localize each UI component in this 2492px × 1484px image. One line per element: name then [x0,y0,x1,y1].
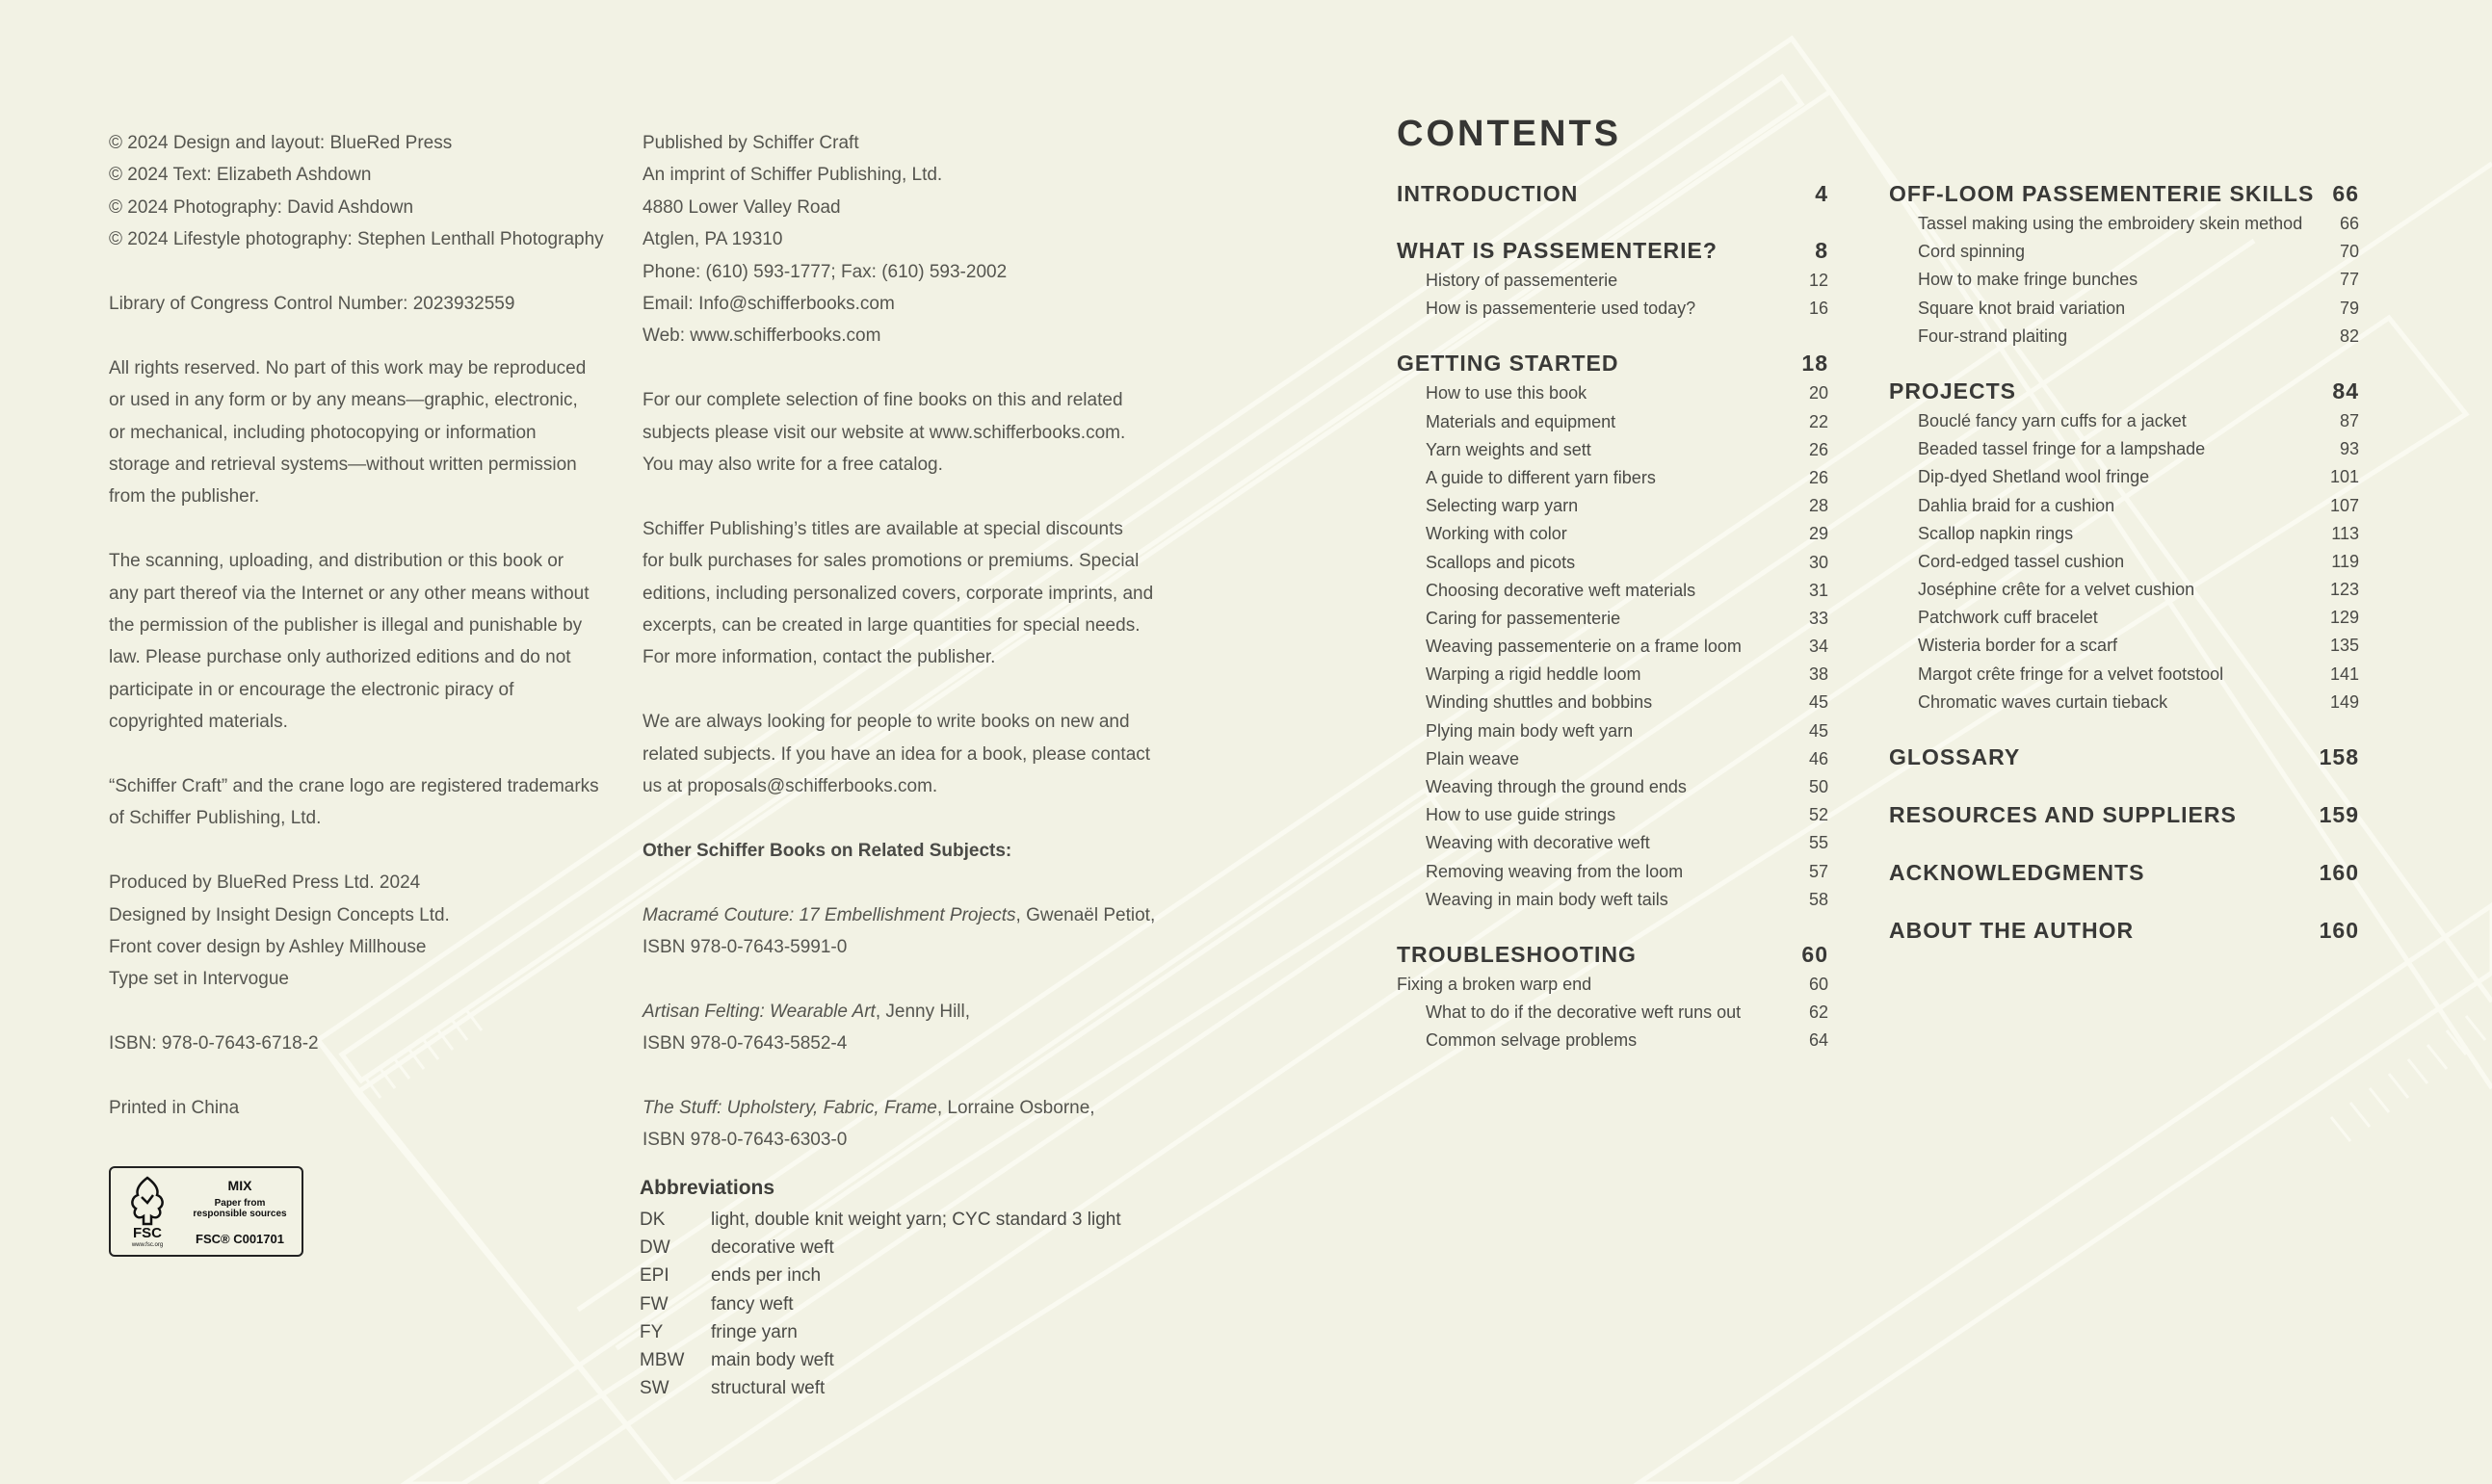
toc-entry-row [1397,408,1828,436]
toc-entry-row [1889,238,2359,266]
toc-entry-row [1889,463,2359,491]
toc-entry-label: How is passementerie used today? [1426,299,1696,319]
toc-entry-page: 107 [2329,495,2359,515]
publisher-column [643,127,1182,1157]
toc-entry-label: Weaving through the ground ends [1426,777,1687,796]
imprint-line: related subjects. If you have an idea for a book, please contact [643,743,1151,765]
abbreviation-row [640,1262,1121,1289]
toc-entry-row [1397,379,1828,407]
imprint-line: 4880 Lower Valley Road [643,196,841,218]
toc-entry-page: 135 [2329,636,2359,656]
imprint-line: An imprint of Schiffer Publishing, Ltd. [643,165,943,186]
toc-entry-row [1397,745,1828,773]
imprint-line: law. Please purchase only authorized editions and do not [109,647,571,668]
toc-entry-label: Weaving in main body weft tails [1426,889,1668,909]
abbreviations-title: Abbreviations [640,1177,775,1199]
toc-entry-page: 93 [2339,439,2359,459]
imprint-line: Library of Congress Control Number: 2023932559 [109,294,515,315]
toc-section-row [1889,916,2359,945]
toc-entry-label: History of passementerie [1426,271,1618,290]
paragraph-gap [643,963,1182,995]
related-book-isbn: ISBN 978-0-7643-5991-0 [643,937,848,958]
toc-section-page: 18 [1801,351,1828,377]
related-book-title: Macramé Couture: 17 Embellishment Projects [643,904,1016,925]
imprint-line: of Schiffer Publishing, Ltd. [109,808,322,829]
toc-entry-label: Wisteria border for a scarf [1918,636,2118,656]
toc-entry-row [1397,464,1828,492]
toc-entry-page: 26 [1808,467,1828,487]
related-book-author: , Lorraine Osborne, [936,1098,1095,1119]
toc-entry-label: Scallop napkin rings [1918,523,2074,543]
related-book-isbn: ISBN 978-0-7643-5852-4 [643,1033,848,1054]
toc-entry-page: 31 [1808,580,1828,600]
section-gap [1889,716,2359,742]
toc-entry-page: 77 [2339,270,2359,290]
toc-entry-row [1397,829,1828,857]
abbreviation-value: main body weft [711,1349,834,1370]
abbreviation-value: fringe yarn [711,1321,798,1342]
toc-entry-row [1397,605,1828,633]
toc-entry-page: 46 [1808,748,1828,768]
toc-section-page: 60 [1801,941,1828,967]
imprint-line: Web: www.schifferbooks.com [643,325,881,347]
toc-entry-page: 64 [1808,1030,1828,1051]
toc-entry-row [1889,210,2359,238]
abbreviation-value: ends per inch [711,1265,822,1287]
toc-section-row [1397,236,1828,265]
toc-entry-row [1397,689,1828,716]
toc-section-row [1889,179,2359,208]
toc-entry-row [1889,604,2359,632]
section-gap [1397,210,1828,236]
imprint-line: We are always looking for people to write books on new and [643,712,1130,733]
toc-section-page: 160 [2319,860,2359,885]
imprint-line: participate in or encourage the electronic piracy of [109,679,514,700]
toc-section-page: 4 [1815,181,1828,206]
toc-section-row [1397,349,1828,378]
toc-section-row [1889,377,2359,405]
toc-entry-label: Yarn weights and sett [1426,439,1591,459]
toc-entry-page: 119 [2331,551,2359,571]
imprint-line: Schiffer Publishing’s titles are available at special discounts [643,518,1123,539]
fsc-tree-icon [120,1174,174,1249]
toc-entry-page: 57 [1808,861,1828,881]
toc-entry-row [1397,267,1828,295]
imprint-line: subjects please visit our website at www.schifferbooks.com. [643,422,1126,443]
toc-entry-page: 62 [1808,1002,1828,1023]
imprint-line: editions, including personalized covers, corporate imprints, and [643,583,1154,604]
toc-entry-page: 149 [2329,691,2359,712]
toc-entry-row [1889,407,2359,435]
imprint-line: Produced by BlueRed Press Ltd. 2024 [109,872,421,894]
paragraph-gap [643,802,1182,834]
toc-entry-label: Square knot braid variation [1918,298,2126,318]
imprint-line: Printed in China [109,1098,240,1119]
toc-entry-row [1397,633,1828,661]
related-book-title: The Stuff: Upholstery, Fabric, Frame [643,1098,937,1119]
imprint-line: Designed by Insight Design Concepts Ltd. [109,904,450,925]
contents-column-2 [1889,179,2359,947]
toc-entry-row [1397,492,1828,520]
toc-section-row [1397,940,1828,969]
toc-entry-row [1397,773,1828,801]
toc-entry-row [1397,858,1828,886]
toc-entry-label: Materials and equipment [1426,411,1616,431]
toc-entry-label: Dahlia braid for a cushion [1918,495,2115,515]
toc-entry-page: 129 [2329,608,2359,628]
toc-entry-label: How to use this book [1426,383,1587,404]
toc-entry-label: How to make fringe bunches [1918,270,2138,290]
toc-section-row [1889,858,2359,887]
imprint-line: from the publisher. [109,486,260,508]
toc-entry-label: Margot crête fringe for a velvet footstool [1918,664,2224,684]
toc-entry-row [1397,999,1828,1027]
fsc-sub-label: Paper from responsible sources [193,1198,287,1219]
toc-entry-label: Plying main body weft yarn [1426,720,1634,741]
toc-entry-page: 113 [2331,523,2359,543]
paragraph-gap [109,256,610,288]
toc-entry-label: Removing weaving from the loom [1426,861,1684,881]
toc-entry-label: Four-strand plaiting [1918,325,2068,346]
abbreviation-row [640,1290,1121,1318]
toc-entry-label: Weaving passementerie on a frame loom [1426,637,1742,657]
abbreviation-key: FW [640,1293,669,1315]
toc-entry-row [1889,266,2359,294]
toc-entry-label: Caring for passementerie [1426,608,1621,628]
toc-section-row [1397,179,1828,208]
toc-entry-page: 45 [1808,720,1828,741]
imprint-line: © 2024 Text: Elizabeth Ashdown [109,165,372,186]
imprint-line: Type set in Intervogue [109,969,289,990]
toc-entry-row [1889,548,2359,576]
toc-entry-label: Selecting warp yarn [1426,496,1579,516]
toc-entry-label: Scallops and picots [1426,552,1576,572]
imprint-line: For our complete selection of fine books on this and related [643,390,1123,411]
contents-title: CONTENTS [1397,114,1621,154]
toc-section-label: INTRODUCTION [1397,181,1579,206]
toc-entry-row [1397,801,1828,829]
imprint-line: “Schiffer Craft” and the crane logo are registered trademarks [109,776,599,797]
toc-entry-row [1397,661,1828,689]
imprint-line: any part thereof via the Internet or any other means without [109,583,590,604]
toc-section-page: 84 [2332,378,2359,404]
toc-entry-label: Weaving with decorative weft [1426,833,1650,853]
toc-section-label: WHAT IS PASSEMENTERIE? [1397,238,1718,263]
toc-entry-row [1889,576,2359,604]
fsc-code-label: FSC® C001701 [196,1232,284,1246]
abbreviation-key: DW [640,1237,670,1259]
imprint-line: For more information, contact the publisher. [643,647,996,668]
related-books-heading: Other Schiffer Books on Related Subjects: [643,840,1012,861]
related-book-author: , Gwenaël Petiot, [1015,904,1156,925]
toc-entry-row [1889,295,2359,323]
toc-section-row [1889,742,2359,771]
toc-entry-page: 33 [1808,608,1828,628]
paragraph-gap [109,739,610,770]
toc-section-row [1889,800,2359,829]
abbreviation-value: light, double knit weight yarn; CYC standard 3 light [711,1210,1121,1230]
toc-entry-row [1397,577,1828,605]
toc-entry-label: Joséphine crête for a velvet cushion [1918,580,2195,600]
abbreviations-list [640,1206,1121,1402]
toc-entry-row [1397,295,1828,323]
toc-entry-page: 60 [1808,974,1828,994]
abbreviation-key: FY [640,1321,664,1342]
toc-entry-row [1889,661,2359,689]
related-book-title-line [643,899,1182,931]
toc-section-label: TROUBLESHOOTING [1397,941,1637,967]
section-gap [1889,831,2359,858]
abbreviation-key: SW [640,1378,669,1399]
toc-entry-page: 101 [2329,467,2359,487]
toc-entry-label: Dip-dyed Shetland wool fringe [1918,467,2150,487]
imprint-line: copyrighted materials. [109,712,288,733]
imprint-line: for bulk purchases for sales promotions or premiums. Special [643,551,1140,572]
abbreviation-row [640,1318,1121,1346]
toc-entry-page: 30 [1808,552,1828,572]
abbreviation-key: MBW [640,1349,685,1370]
toc-entry-page: 20 [1808,383,1828,404]
toc-entry-label: Cord spinning [1918,242,2026,262]
abbreviation-key: DK [640,1210,666,1230]
toc-section-label: OFF-LOOM PASSEMENTERIE SKILLS [1889,181,2315,206]
abbreviation-value: structural weft [711,1378,826,1399]
toc-section-label: ABOUT THE AUTHOR [1889,918,2135,943]
toc-entry-page: 45 [1808,692,1828,713]
toc-entry-row [1397,886,1828,914]
paragraph-gap [643,352,1182,384]
imprint-line: Email: Info@schifferbooks.com [643,294,895,315]
toc-section-label: ACKNOWLEDGMENTS [1889,860,2145,885]
section-gap [1889,351,2359,377]
imprint-line: © 2024 Photography: David Ashdown [109,196,414,218]
toc-entry-page: 123 [2329,580,2359,600]
toc-entry-label: Winding shuttles and bobbins [1426,692,1653,713]
paragraph-gap [643,481,1182,512]
toc-entry-label: Tassel making using the embroidery skein method [1918,214,2303,233]
paragraph-gap [643,1060,1182,1092]
related-book-isbn: ISBN 978-0-7643-6303-0 [643,1130,848,1151]
fsc-site-text: www.fsc.org [131,1242,164,1248]
imprint-line: Published by Schiffer Craft [643,133,859,153]
toc-section-page: 158 [2319,744,2359,769]
abbreviation-row [640,1374,1121,1402]
toc-entry-page: 22 [1808,411,1828,431]
abbreviation-row [640,1346,1121,1374]
toc-entry-label: Fixing a broken warp end [1397,974,1592,994]
toc-entry-row [1397,549,1828,577]
toc-section-label: PROJECTS [1889,378,2016,404]
fsc-mix-label: MIX [227,1178,252,1193]
abbreviation-value: decorative weft [711,1237,834,1259]
paragraph-gap [643,867,1182,898]
imprint-line: or used in any form or by any means—graphic, electronic, [109,390,578,411]
imprint-line: or mechanical, including photocopying or information [109,422,537,443]
toc-entry-row [1889,689,2359,716]
toc-entry-page: 29 [1808,524,1828,544]
toc-entry-page: 82 [2339,325,2359,346]
toc-entry-row [1889,435,2359,463]
section-gap [1397,914,1828,940]
toc-entry-page: 34 [1808,637,1828,657]
toc-entry-page: 50 [1808,777,1828,796]
toc-entry-label: How to use guide strings [1426,805,1616,825]
section-gap [1889,889,2359,916]
imprint-line: All rights reserved. No part of this work may be reproduced [109,357,587,378]
imprint-line: Atglen, PA 19310 [643,229,783,250]
toc-entry-row [1397,436,1828,464]
abbreviation-row [640,1234,1121,1262]
toc-entry-label: Plain weave [1426,748,1520,768]
related-book-author: , Jenny Hill, [875,1001,971,1022]
imprint-line: © 2024 Design and layout: BlueRed Press [109,133,453,153]
toc-section-label: RESOURCES AND SUPPLIERS [1889,802,2237,827]
toc-entry-page: 52 [1808,805,1828,825]
toc-entry-label: Beaded tassel fringe for a lampshade [1918,439,2206,459]
toc-section-page: 159 [2319,802,2359,827]
toc-entry-row [1397,1027,1828,1054]
toc-entry-page: 55 [1808,833,1828,853]
toc-entry-label: Choosing decorative weft materials [1426,580,1696,600]
toc-section-label: GLOSSARY [1889,744,2021,769]
toc-entry-page: 58 [1808,889,1828,909]
toc-entry-page: 28 [1808,496,1828,516]
toc-entry-label: Common selvage problems [1426,1030,1638,1051]
abbreviation-row [640,1206,1121,1234]
paragraph-gap [109,1060,610,1092]
paragraph-gap [109,513,610,545]
toc-entry-page: 70 [2339,242,2359,262]
paragraph-gap [643,674,1182,706]
toc-entry-label: A guide to different yarn fibers [1426,467,1656,487]
toc-entry-label: Warping a rigid heddle loom [1426,664,1641,685]
toc-entry-row [1889,520,2359,548]
contents-column-1 [1397,179,1828,1055]
fsc-logo [109,1166,303,1257]
toc-entry-page: 16 [1808,299,1828,319]
toc-section-page: 66 [2332,181,2359,206]
toc-section-label: GETTING STARTED [1397,351,1619,377]
toc-entry-row [1397,971,1828,999]
paragraph-gap [109,996,610,1028]
toc-entry-row [1889,492,2359,520]
toc-entry-label: What to do if the decorative weft runs out [1426,1002,1742,1023]
imprint-line: us at proposals@schifferbooks.com. [643,776,938,797]
toc-section-page: 160 [2319,918,2359,943]
toc-entry-page: 26 [1808,439,1828,459]
imprint-line: storage and retrieval systems—without written permission [109,455,577,476]
toc-entry-row [1397,520,1828,548]
toc-entry-page: 12 [1808,271,1828,290]
abbreviation-key: EPI [640,1265,669,1287]
abbreviation-value: fancy weft [711,1293,794,1315]
related-book-title-line [643,1092,1182,1124]
toc-entry-label: Working with color [1426,524,1567,544]
section-gap [1397,323,1828,349]
toc-entry-label: Patchwork cuff bracelet [1918,608,2098,628]
toc-entry-label: Chromatic waves curtain tieback [1918,691,2168,712]
imprint-line: Front cover design by Ashley Millhouse [109,937,427,958]
toc-entry-label: Bouclé fancy yarn cuffs for a jacket [1918,410,2187,430]
related-book-title: Artisan Felting: Wearable Art [643,1001,876,1022]
toc-section-page: 8 [1815,238,1828,263]
toc-entry-row [1397,717,1828,745]
paragraph-gap [109,320,610,351]
toc-entry-page: 141 [2329,664,2359,684]
toc-entry-page: 66 [2339,214,2359,233]
section-gap [1889,773,2359,800]
imprint-line: You may also write for a free catalog. [643,455,943,476]
imprint-line: Phone: (610) 593-1777; Fax: (610) 593-2002 [643,261,1008,282]
toc-entry-page: 87 [2339,410,2359,430]
toc-entry-page: 79 [2339,298,2359,318]
copyright-column [109,127,610,1124]
toc-entry-page: 38 [1808,664,1828,685]
toc-entry-label: Cord-edged tassel cushion [1918,551,2125,571]
toc-entry-row [1889,323,2359,351]
imprint-line: excerpts, can be created in large quantities for special needs. [643,615,1141,637]
toc-entry-row [1889,632,2359,660]
related-book-title-line [643,996,1182,1028]
imprint-line: ISBN: 978-0-7643-6718-2 [109,1033,319,1054]
imprint-line: The scanning, uploading, and distribution or this book or [109,551,564,572]
imprint-line: © 2024 Lifestyle photography: Stephen Lenthall Photography [109,229,604,250]
paragraph-gap [109,835,610,867]
imprint-line: the permission of the publisher is illegal and punishable by [109,615,583,637]
fsc-brand-text: FSC [133,1225,162,1241]
